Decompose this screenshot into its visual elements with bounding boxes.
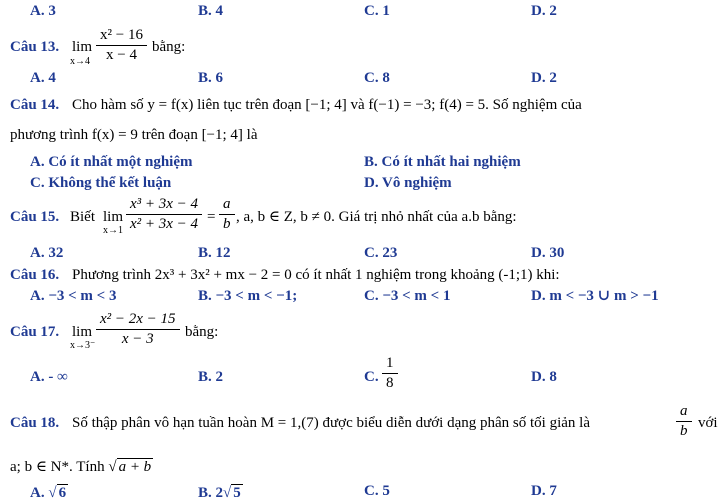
question-tail: bằng:	[185, 324, 219, 340]
q14-option-c: C. Không thể kết luận	[30, 175, 172, 191]
equals-sign: =	[207, 209, 216, 225]
radical-sign-icon: √	[223, 485, 232, 501]
question-text-line-2: phương trình f(x) = 9 trên đoạn [−1; 4] là	[10, 127, 258, 143]
question-post: , a, b ∈ Z, b ≠ 0. Giá trị nhỏ nhất của a.b bằng:	[236, 209, 517, 225]
radical-sign-icon: √	[48, 485, 57, 501]
limit-subscript: x→1	[103, 225, 123, 236]
question-text: Phương trình 2x³ + 3x² + mx − 2 = 0 có ít nhất 1 nghiệm trong khoảng (-1;1) khi:	[72, 267, 560, 283]
question-label: Câu 13.	[10, 39, 60, 55]
question-label: Câu 17.	[10, 324, 60, 340]
q13-option-b: B. 6	[198, 70, 224, 86]
limit-symbol: lim	[72, 39, 93, 55]
question-text-line-1: Cho hàm số y = f(x) liên tục trên đoạn [−1; 4] và f(−1) = −3; f(4) = 5. Số nghiệm của	[72, 97, 582, 113]
q15-option-b: B. 12	[198, 245, 231, 261]
q14-option-a: A. Có ít nhất một nghiệm	[30, 154, 193, 170]
q15-option-c: C. 23	[364, 245, 398, 261]
q12-option-b: B. 4	[198, 3, 224, 19]
question-with: với	[698, 415, 718, 431]
radical-sign-icon: √	[108, 459, 117, 475]
q16-option-c: C. −3 < m < 1	[364, 288, 451, 304]
q13-option-d: D. 2	[531, 70, 557, 86]
fraction-numerator: x³ + 3x − 4	[130, 196, 199, 212]
result-fraction	[221, 197, 233, 232]
q18-option-a	[30, 484, 68, 502]
radicand: a + b	[118, 459, 152, 475]
question-pre: Biết	[70, 209, 95, 225]
q17-option-c-label: C.	[364, 369, 379, 385]
option-prefix: A.	[30, 485, 45, 501]
q17-option-a: A. - ∞	[30, 369, 68, 385]
q17-option-d: D. 8	[531, 369, 557, 385]
limit-fraction	[128, 197, 200, 232]
q16-option-d: D. m < −3 ∪ m > −1	[531, 288, 659, 304]
q12-option-d: D. 2	[531, 3, 557, 19]
q15-option-a: A. 32	[30, 245, 64, 261]
question-text-line-2-text: a; b ∈ N*. Tính	[10, 459, 105, 475]
question-tail: bằng:	[152, 39, 186, 55]
q12-option-a: A. 3	[30, 3, 56, 19]
limit-symbol: lim	[103, 209, 124, 225]
q14-option-b: B. Có ít nhất hai nghiệm	[364, 154, 521, 170]
question-text-line-1: Số thập phân vô hạn tuần hoàn M = 1,(7) được biểu diễn dưới dạng phân số tối giản là	[72, 415, 590, 431]
q16-option-a: A. −3 < m < 3	[30, 288, 117, 304]
fraction-denominator: 8	[382, 373, 398, 391]
fraction-numerator: 1	[386, 355, 394, 371]
fraction-numerator: x² − 16	[100, 27, 143, 43]
fraction-denominator: b	[219, 214, 235, 232]
q17-option-c-fraction	[384, 356, 396, 391]
q17-option-b: B. 2	[198, 369, 224, 385]
question-label: Câu 18.	[10, 415, 60, 431]
limit-subscript: x→4	[70, 56, 90, 67]
question-label: Câu 15.	[10, 209, 60, 225]
fraction-denominator: b	[676, 421, 692, 439]
radicand: 5	[233, 485, 241, 501]
fraction-numerator: x² − 2x − 15	[100, 311, 176, 327]
q18-option-c: C. 5	[364, 483, 390, 499]
result-fraction	[678, 404, 690, 439]
q12-option-c: C. 1	[364, 3, 390, 19]
question-text-line-2	[10, 458, 153, 476]
limit-fraction	[98, 312, 178, 347]
question-label: Câu 16.	[10, 267, 60, 283]
radicand: 6	[58, 485, 67, 501]
limit-fraction	[98, 28, 145, 63]
option-prefix: B. 2	[198, 485, 224, 501]
limit-symbol: lim	[72, 324, 93, 340]
q18-option-b	[198, 484, 243, 502]
q14-option-d: D. Vô nghiệm	[364, 175, 452, 191]
q13-option-c: C. 8	[364, 70, 390, 86]
question-label: Câu 14.	[10, 97, 60, 113]
fraction-denominator: x² + 3x − 4	[126, 214, 202, 232]
fraction-denominator: x − 4	[96, 45, 147, 63]
fraction-denominator: x − 3	[96, 329, 180, 347]
q13-option-a: A. 4	[30, 70, 56, 86]
q16-option-b: B. −3 < m < −1;	[198, 288, 298, 304]
limit-subscript: x→3⁻	[70, 340, 96, 351]
q18-option-d: D. 7	[531, 483, 557, 499]
fraction-numerator: a	[680, 403, 688, 419]
q15-option-d: D. 30	[531, 245, 565, 261]
fraction-numerator: a	[223, 196, 231, 212]
